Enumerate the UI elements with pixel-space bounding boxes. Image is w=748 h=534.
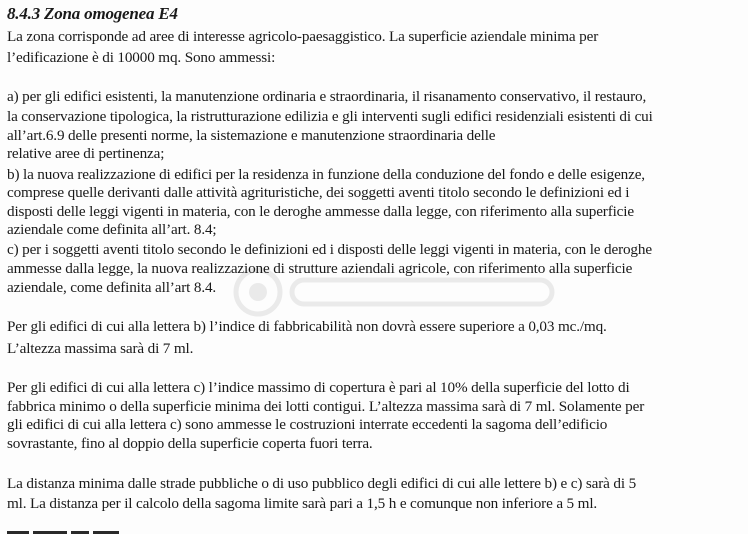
- intro-line: La zona corrisponde ad aree di interesse agricolo-paesaggistico. La superficie aziendale minima per: [7, 28, 599, 45]
- paragraph-c-line: gli edifici di cui alla lettera c) sono ammesse le costruzioni interrate eccedenti la sagoma dell’edificio: [7, 416, 608, 433]
- paragraph-distance-line: La distanza minima dalle strade pubbliche o di uso pubblico degli edifici di cui alle lettere b) e c) sarà di 5: [7, 475, 637, 492]
- intro-line: l’edificazione è di 10000 mq. Sono ammessi:: [7, 49, 276, 66]
- item-b-line: comprese quelle derivanti dalle attività agrituristiche, dei soggetti aventi titolo secondo le definizioni ed i: [7, 184, 630, 201]
- paragraph-c-line: fabbrica minimo o della superficie minima dei lotti contigui. L’altezza massima sarà di 7 ml. Solamente per: [7, 398, 645, 415]
- item-c-line: aziendale, come definita all’art 8.4.: [7, 279, 217, 296]
- item-a-line: relative aree di pertinenza;: [7, 145, 165, 162]
- item-b-line: b) la nuova realizzazione di edifici per la residenza in funzione della conduzione del fondo e delle esigenze,: [7, 166, 645, 183]
- item-b-line: aziendale come definita all’art. 8.4;: [7, 221, 217, 238]
- item-b-line: disposti delle leggi vigenti in materia, con le deroghe ammesse dalla legge, con riferimento alla superficie: [7, 203, 634, 220]
- paragraph-distance-line: ml. La distanza per il calcolo della sagoma limite sarà pari a 1,5 h e comunque non inferiore a 5 ml.: [7, 495, 598, 512]
- paragraph-c-line: Per gli edifici di cui alla lettera c) l’indice massimo di copertura è pari al 10% della superficie del lotto di: [7, 379, 630, 396]
- item-a-line: la conservazione tipologica, la ristrutturazione edilizia e gli interventi sugli edifici residenziali esistenti di cui: [7, 108, 653, 125]
- item-a-line: all’art.6.9 delle presenti norme, la sistemazione e manutenzione straordinaria delle: [7, 127, 496, 144]
- item-c-line: ammesse dalla legge, la nuova realizzazione di strutture aziendali agricole, con riferimento alla superficie: [7, 260, 633, 277]
- paragraph-c-line: sovrastante, fino al doppio della superficie coperta fuori terra.: [7, 435, 373, 452]
- paragraph-b-line: L’altezza massima sarà di 7 ml.: [7, 340, 194, 357]
- paragraph-b-line: Per gli edifici di cui alla lettera b) l’indice di fabbricabilità non dovrà essere superiore a 0,03 mc./mq.: [7, 318, 607, 335]
- section-heading: 8.4.3 Zona omogenea E4: [7, 4, 178, 23]
- cropped-next-heading: [7, 527, 157, 534]
- item-c-line: c) per i soggetti aventi titolo secondo le definizioni ed i disposti delle leggi vigenti in materia, con le deroghe: [7, 241, 652, 258]
- item-a-line: a) per gli edifici esistenti, la manutenzione ordinaria e straordinaria, il risanamento conservativo, il restauro,: [7, 88, 647, 105]
